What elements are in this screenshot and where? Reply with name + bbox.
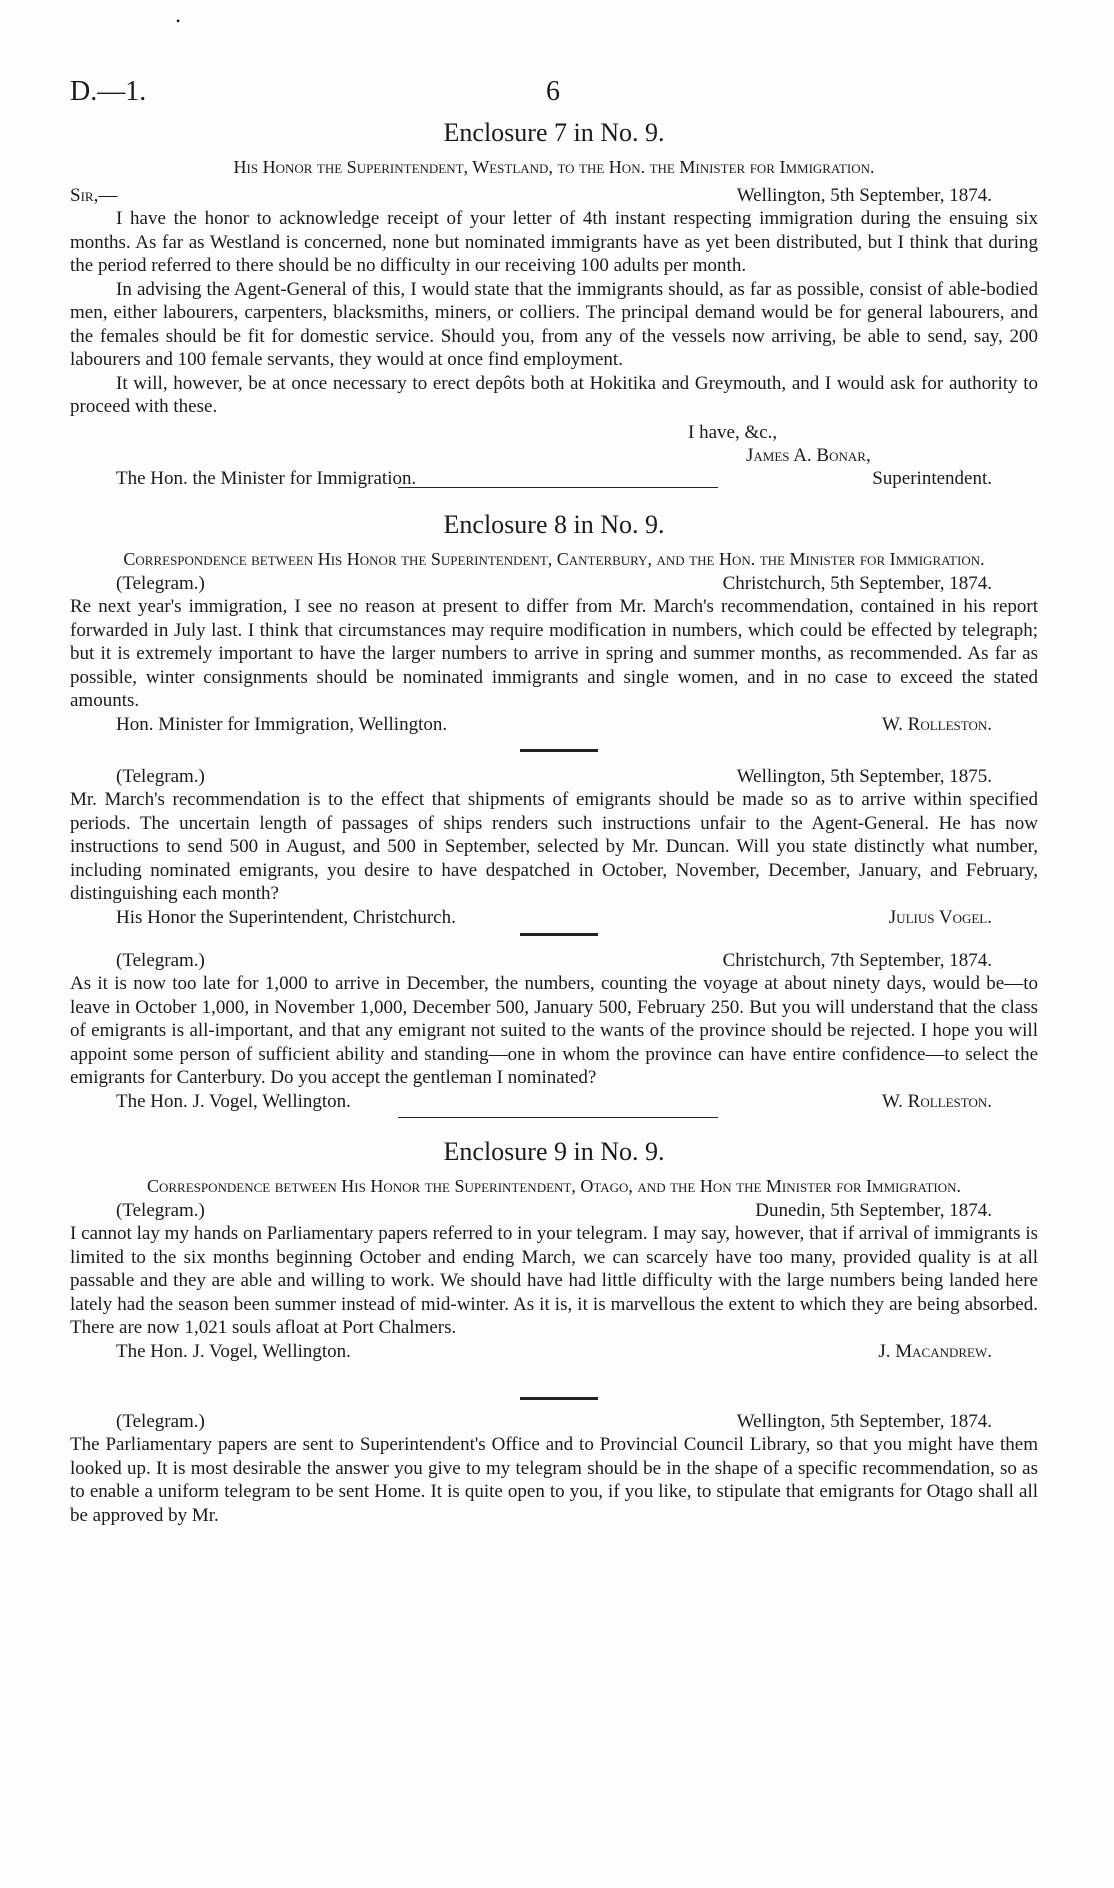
enclosure-7-title: Enclosure 7 in No. 9.: [443, 118, 665, 147]
addressee: The Hon. J. Vogel, Wellington.: [116, 1090, 351, 1112]
print-mark: •: [176, 14, 181, 28]
signer: W. Rolleston.: [881, 1090, 992, 1112]
enclosure-8-title: Enclosure 8 in No. 9.: [443, 510, 665, 539]
signer: J. Macandrew.: [878, 1340, 992, 1362]
section-divider: [398, 1117, 718, 1118]
telegram-body: As it is now too late for 1,000 to arrive in December, the numbers, counting the voyage at about ninety days, would be—to leave in October 1,000, in November 1,000, December 500, January 500, February 250. But you will understand that the class of emigrants is all-important, and that any emigrant not suited to the wants of the province should be rejected. I hope you will appoint some person of sufficient ability and standing—one in whom the province can have entire confidence—to select the emigrants for Canterbury. Do you accept the gentleman I nominated?: [70, 973, 1038, 1088]
enclosure-9-title: Enclosure 9 in No. 9.: [443, 1137, 665, 1166]
enclosure-9: [70, 1137, 1038, 1363]
signer-title: Superintendent.: [872, 467, 992, 489]
section-divider: [398, 487, 718, 488]
enclosure-8: [70, 510, 1038, 736]
telegram-body: Mr. March's recommendation is to the effect that shipments of emigrants should be made so as to arrive within specified periods. The uncertain length of passages of ships renders such instructions unfair to the Agent-General. He has now instructions to send 500 in August, and 500 in September, selected by Mr. Duncan. Will you state distinctly what number, including nominated emigrants, you desire to have despatched in October, November, December, January, and February, distinguishing each month?: [70, 789, 1038, 904]
addressee: The Hon. J. Vogel, Wellington.: [116, 1340, 351, 1362]
enclosure-7: [70, 118, 1038, 490]
place-date: Wellington, 5th September, 1875.: [736, 766, 992, 787]
salutation: Sir,—: [70, 185, 118, 206]
addressee: Hon. Minister for Immigration, Wellington.: [116, 713, 448, 735]
place-date: Christchurch, 5th September, 1874.: [722, 573, 992, 594]
signer: James A. Bonar,: [746, 444, 871, 466]
telegram-label: (Telegram.): [116, 766, 205, 787]
document-reference: D.—1.: [70, 76, 147, 107]
signer: Julius Vogel.: [888, 906, 992, 928]
telegram-divider: [520, 1397, 598, 1400]
telegram-label: (Telegram.): [116, 1411, 205, 1432]
telegram-body: Re next year's immigration, I see no reason at present to differ from Mr. March's recommendation, contained in his report forwarded in July last. I think that circumstances may require modification in numbers, which could be effected by telegraph; but it is extremely important to have the larger numbers to arrive in spring and summer months, as recommended. As far as possible, winter consignments should be nominated immigrants and single women, and in no case to exceed the stated amounts.: [70, 596, 1038, 711]
place-date: Wellington, 5th September, 1874.: [736, 185, 992, 206]
telegram-label: (Telegram.): [116, 950, 205, 971]
addressee: His Honor the Superintendent, Christchurch.: [116, 906, 456, 928]
closing: I have, &c.,: [688, 421, 778, 443]
signer: W. Rolleston.: [881, 713, 992, 735]
enclosure-9-address: Correspondence between His Honor the Superintendent, Otago, and the Hon the Minister for Immigration.: [146, 1176, 962, 1196]
telegram-divider: [520, 749, 598, 752]
telegram-body: The Parliamentary papers are sent to Superintendent's Office and to Provincial Council Library, so that you might have them looked up. It is most desirable the answer you give to my telegram should be in the shape of a specific recommendation, so as to enable a uniform telegram to be sent Home. It is quite open to you, if you like, to stipulate that emigrants for Otago shall all be approved by Mr.: [70, 1434, 1038, 1526]
addressee: The Hon. the Minister for Immigration.: [116, 467, 417, 489]
letter-paragraph: In advising the Agent-General of this, I would state that the immigrants should, as far as possible, consist of able-bodied men, either labourers, carpenters, blacksmiths, miners, or colliers. The principal demand would be for general labourers, and the females should be fit for domestic service. Should you, from any of the vessels now arriving, be able to send, say, 200 labourers and 100 female servants, they would at once find employment.: [70, 278, 1038, 370]
letter-paragraph: It will, however, be at once necessary to erect depôts both at Hokitika and Greymouth, and I would ask for authority to proceed with these.: [70, 372, 1038, 417]
telegram-divider: [520, 933, 598, 936]
letter-paragraph: I have the honor to acknowledge receipt of your letter of 4th instant respecting immigration during the ensuing six months. As far as Westland is concerned, none but nominated immigrants have as yet been distributed, but I think that during the period referred to there should be no difficulty in our receiving 100 adults per month.: [70, 208, 1038, 276]
page-number: 6: [546, 76, 560, 107]
enclosure-8-address: Correspondence between His Honor the Superintendent, Canterbury, and the Hon. the Minister for Immigration.: [123, 549, 985, 569]
enclosure-8-telegram-2: [70, 765, 1038, 929]
enclosure-9-telegram-2: [70, 1410, 1038, 1527]
enclosure-7-address: His Honor the Superintendent, Westland, to the Hon. the Minister for Immigration.: [233, 157, 875, 177]
place-date: Christchurch, 7th September, 1874.: [722, 950, 992, 971]
telegram-body: I cannot lay my hands on Parliamentary papers referred to in your telegram. I may say, however, that if arrival of immigrants is limited to the six months beginning October and ending March, we can scarcely have too many, provided quality is at all passable and they are able and willing to work. We should have had little difficulty with the large numbers being landed here lately had the season been summer instead of mid-winter. As it is, it is marvellous the extent to which they are being absorbed. There are now 1,021 souls afloat at Port Chalmers.: [70, 1223, 1038, 1338]
place-date: Dunedin, 5th September, 1874.: [755, 1200, 992, 1221]
telegram-label: (Telegram.): [116, 573, 205, 594]
telegram-label: (Telegram.): [116, 1200, 205, 1221]
enclosure-8-telegram-3: [70, 949, 1038, 1113]
place-date: Wellington, 5th September, 1874.: [736, 1411, 992, 1432]
